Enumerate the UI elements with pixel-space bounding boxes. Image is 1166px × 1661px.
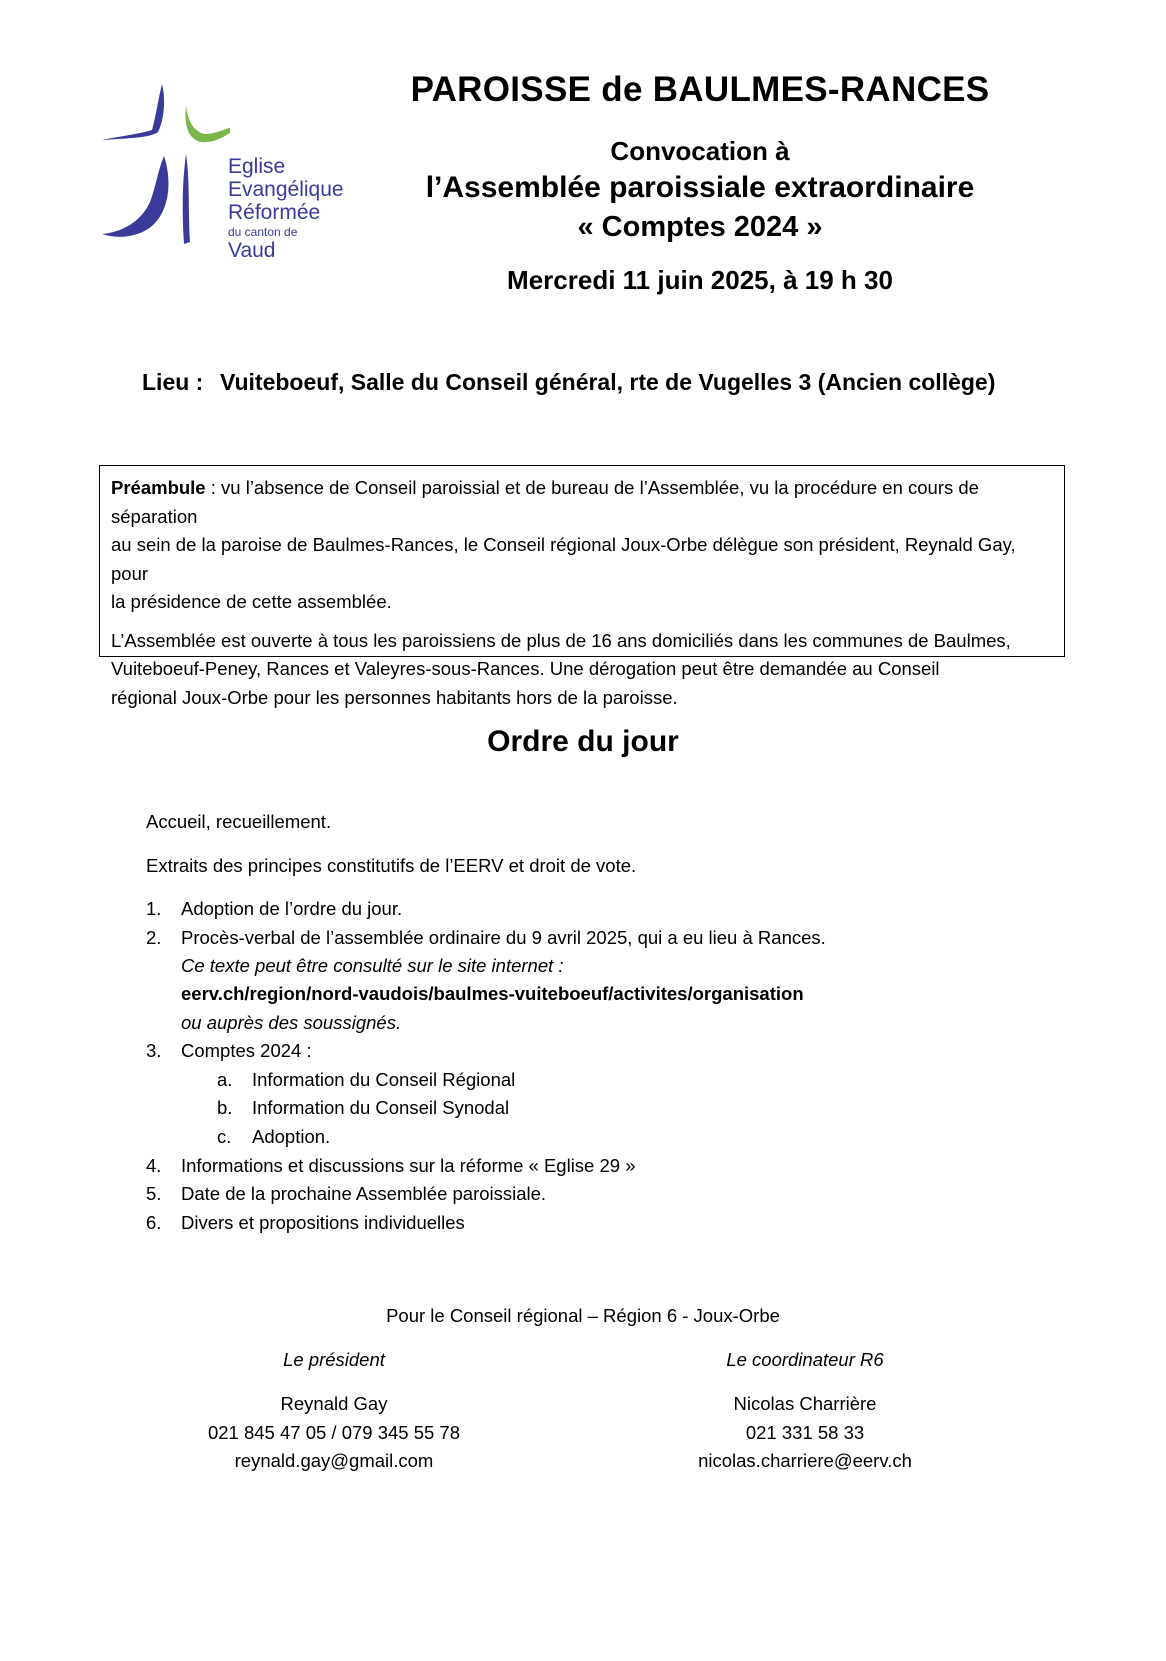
preamble-paragraph [111, 474, 1054, 617]
meeting-location [142, 369, 995, 396]
agenda-item: Comptes 2024 : [181, 1040, 312, 1061]
agenda-item-number: 4. [146, 1155, 162, 1176]
logo-text-line: Eglise [228, 155, 286, 178]
signatory-role: Le coordinateur R6 [726, 1349, 884, 1370]
preamble-box [99, 465, 1065, 708]
preamble-label: Préambule [111, 477, 206, 498]
parish-title: PAROISSE de BAULMES-RANCES [410, 70, 990, 109]
preamble-line: au sein de la paroise de Baulmes-Rances, le Conseil régional Joux-Orbe délègue son président, Reynald Gay, pour [111, 534, 1016, 584]
agenda-item: Date de la prochaine Assemblée paroissiale. [181, 1183, 547, 1204]
agenda-subitem: Adoption. [252, 1126, 331, 1147]
signatory-phone: 021 331 58 33 [745, 1422, 865, 1443]
agenda-item-number: 6. [146, 1212, 162, 1233]
preamble-line: la présidence de cette assemblée. [111, 591, 392, 612]
preamble-line: : vu l’absence de Conseil paroissial et de bureau de l’Assemblée, vu la procédure en cours de séparation [111, 477, 979, 527]
agenda-subitem-letter: c. [217, 1126, 232, 1147]
eligibility-line: L’Assemblée est ouverte à tous les paroissiens de plus de 16 ans domiciliés dans les communes de Baulmes, [111, 629, 1011, 651]
eligibility-paragraph [111, 627, 1054, 713]
agenda-subitem: Information du Conseil Synodal [252, 1097, 510, 1118]
logo-text-line: Evangélique [228, 178, 344, 201]
agenda-subitem-letter: b. [217, 1097, 233, 1118]
eligibility-line: régional Joux-Orbe pour les personnes habitants hors de la paroisse. [111, 686, 678, 708]
agenda-item: Divers et propositions individuelles [181, 1212, 465, 1233]
accounts-heading: « Comptes 2024 » [577, 211, 823, 243]
cross-logo-icon [100, 80, 230, 260]
location-value: Vuiteboeuf, Salle du Conseil général, rte de Vugelles 3 (Ancien collège) [220, 369, 996, 395]
logo-text-line: Vaud [228, 239, 276, 262]
agenda-item-number: 3. [146, 1040, 162, 1061]
assembly-heading: l’Assemblée paroissiale extraordinaire [425, 171, 975, 204]
signatory-email[interactable]: nicolas.charriere@eerv.ch [698, 1450, 912, 1471]
agenda-item-number: 5. [146, 1183, 162, 1204]
eligibility-line: Vuiteboeuf-Peney, Rances et Valeyres-sous-Rances. Une dérogation peut être demandée au Conseil [111, 658, 940, 679]
agenda-item-note: Ce texte peut être consulté sur le site internet : [181, 955, 564, 976]
location-label: Lieu : [142, 369, 204, 395]
logo-text-line: Réformée [228, 201, 321, 224]
meeting-date: Mercredi 11 juin 2025, à 19 h 30 [507, 265, 893, 295]
eerv-logo [100, 80, 360, 280]
signatory-name: Reynald Gay [280, 1393, 388, 1414]
agenda-subitem: Information du Conseil Régional [252, 1069, 516, 1090]
minutes-link[interactable]: eerv.ch/region/nord-vaudois/baulmes-vuiteboeuf/activites/organisation [181, 983, 804, 1004]
agenda-title: Ordre du jour [487, 725, 679, 758]
agenda-intro: Extraits des principes constitutifs de l’EERV et droit de vote. [146, 855, 637, 876]
agenda-item-note: ou auprès des soussignés. [181, 1012, 402, 1033]
agenda-intro: Accueil, recueillement. [146, 811, 332, 832]
agenda-item-number: 2. [146, 927, 162, 948]
agenda-item: Adoption de l’ordre du jour. [181, 898, 403, 919]
signature-intro: Pour le Conseil régional – Région 6 - Joux-Orbe [386, 1305, 780, 1326]
signatory-email[interactable]: reynald.gay@gmail.com [234, 1450, 434, 1471]
logo-text-line: du canton de [228, 225, 298, 239]
agenda-item: Informations et discussions sur la réforme « Eglise 29 » [181, 1155, 636, 1176]
signatory-phone: 021 845 47 05 / 079 345 55 78 [207, 1422, 461, 1443]
agenda-item-number: 1. [146, 898, 162, 919]
signatory-role: Le président [283, 1349, 385, 1370]
agenda-subitem-letter: a. [217, 1069, 233, 1090]
convocation-heading: Convocation à [610, 136, 790, 166]
agenda-item: Procès-verbal de l’assemblée ordinaire du 9 avril 2025, qui a eu lieu à Rances. [181, 927, 826, 948]
signatory-name: Nicolas Charrière [733, 1393, 877, 1414]
